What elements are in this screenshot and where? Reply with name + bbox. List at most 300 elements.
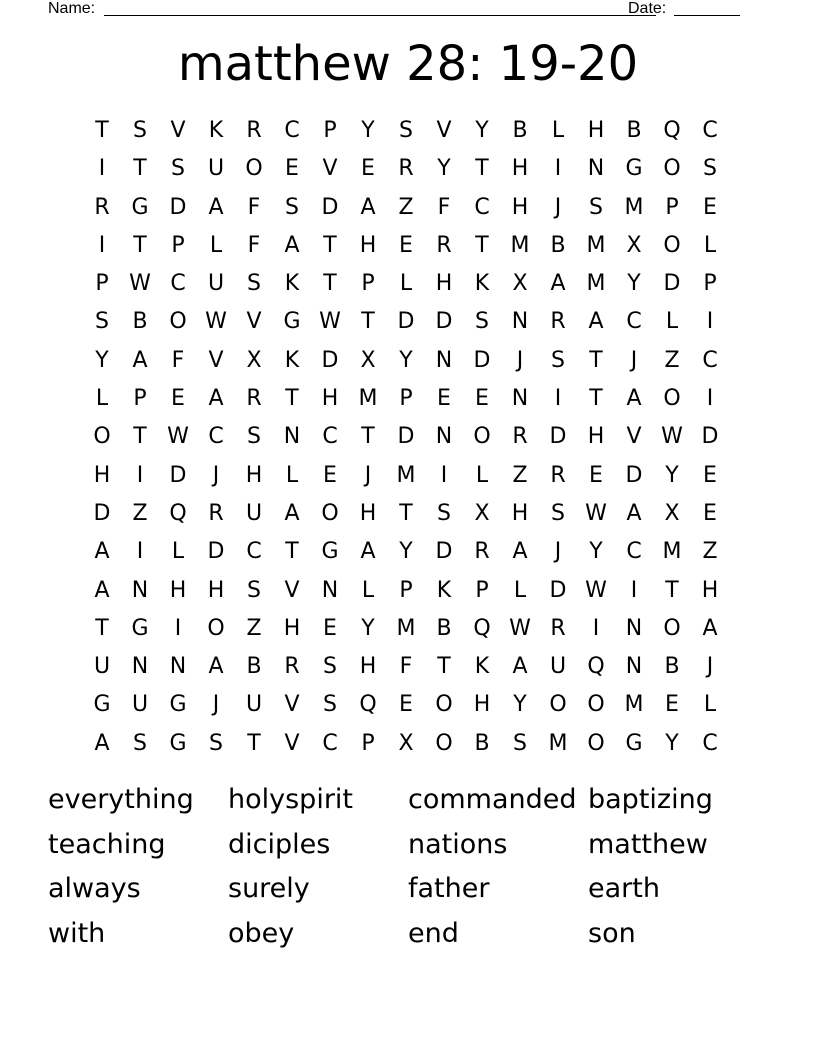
grid-cell: S [95,309,109,335]
grid-cell: C [246,539,262,565]
grid-cell: D [663,271,681,297]
grid-cell: D [701,424,719,450]
grid-cell: N [131,577,149,603]
word-bank-item: teaching [48,828,166,860]
grid-cell: Y [399,539,413,565]
grid-cell: I [554,386,562,412]
grid-cell: B [436,615,452,641]
grid-cell: O [435,692,453,718]
grid-cell: J [706,654,714,680]
grid-cell: Q [587,654,605,680]
grid-cell: O [473,424,491,450]
grid-cell: L [361,577,375,603]
grid-cell: N [283,424,301,450]
grid-cell: O [549,692,567,718]
grid-row [83,572,729,610]
grid-cell: E [665,692,679,718]
grid-cell: I [440,462,448,488]
grid-cell: M [624,194,644,220]
grid-cell: U [207,156,225,182]
grid-cell: M [396,615,416,641]
grid-cell: X [360,347,376,373]
grid-cell: B [626,118,642,143]
grid-cell: N [321,577,339,603]
grid-cell: W [319,309,341,335]
grid-cell: Y [665,462,679,488]
grid-cell: S [209,730,223,756]
grid-cell: N [435,347,453,373]
grid-cell: I [630,577,638,603]
grid-cell: D [473,347,491,373]
grid-cell: S [323,654,337,680]
grid-row [83,610,729,648]
grid-cell: T [665,577,679,603]
date-blank-line [674,15,740,16]
grid-cell: T [133,424,147,450]
grid-cell: F [247,194,261,220]
grid-cell: K [436,577,452,603]
grid-cell: N [625,654,643,680]
grid-cell: A [550,271,566,297]
word-bank-item: commanded [408,784,577,815]
grid-cell: A [626,386,642,412]
grid-cell: T [323,232,337,258]
word-bank-row [48,823,768,868]
grid-cell: V [626,424,642,450]
grid-cell: R [550,309,566,335]
grid-cell: T [475,156,489,182]
grid-cell: A [588,309,604,335]
grid-row [83,725,729,763]
grid-cell: L [513,577,527,603]
grid-cell: E [703,462,717,488]
word-bank-item: everything [48,784,194,815]
grid-cell: Q [359,692,377,718]
worksheet-header [48,0,748,20]
grid-cell: U [207,271,225,297]
grid-cell: G [625,156,643,182]
grid-cell: M [624,692,644,718]
grid-cell: M [662,539,682,565]
grid-cell: B [132,309,148,335]
grid-cell: D [625,462,643,488]
grid-cell: P [399,577,413,603]
grid-cell: Z [246,615,262,641]
word-bank-item: with [48,917,106,949]
grid-cell: Y [475,118,489,143]
grid-cell: H [435,271,453,297]
letter-grid [83,112,729,763]
grid-cell: U [93,654,111,680]
grid-cell: Y [399,347,413,373]
grid-cell: E [703,194,717,220]
grid-cell: I [706,309,714,335]
grid-cell: O [663,615,681,641]
grid-cell: O [663,232,681,258]
grid-cell: R [398,156,414,182]
word-bank-row [48,867,768,912]
grid-row [83,686,729,724]
word-bank-item: obey [228,917,295,949]
grid-cell: M [586,232,606,258]
grid-cell: O [245,156,263,182]
grid-cell: X [512,271,528,297]
grid-cell: P [399,386,413,412]
grid-cell: R [512,424,528,450]
grid-cell: R [474,539,490,565]
grid-cell: L [209,232,223,258]
grid-cell: P [361,271,375,297]
grid-cell: I [174,615,182,641]
grid-cell: D [397,309,415,335]
grid-row [83,189,729,227]
grid-cell: G [131,194,149,220]
grid-cell: E [437,386,451,412]
grid-cell: M [358,386,378,412]
grid-cell: Y [665,730,679,756]
grid-cell: F [437,194,451,220]
grid-cell: H [511,500,529,526]
grid-cell: K [208,118,224,143]
grid-cell: P [665,194,679,220]
grid-cell: A [94,730,110,756]
grid-cell: A [94,577,110,603]
grid-cell: X [474,500,490,526]
grid-cell: Z [664,347,680,373]
grid-cell: C [208,424,224,450]
grid-cell: L [285,462,299,488]
grid-cell: D [169,194,187,220]
grid-cell: P [361,730,375,756]
grid-cell: A [208,194,224,220]
word-bank-item: father [408,873,490,904]
grid-cell: P [95,271,109,297]
grid-cell: T [95,118,109,143]
word-bank-row [48,912,768,957]
grid-cell: X [664,500,680,526]
grid-cell: V [246,309,262,335]
grid-row [83,533,729,571]
grid-cell: I [706,386,714,412]
grid-cell: T [361,424,375,450]
grid-cell: H [169,577,187,603]
grid-cell: Y [95,347,109,373]
grid-cell: E [399,692,413,718]
grid-cell: D [549,577,567,603]
grid-cell: C [702,118,718,143]
grid-cell: S [437,500,451,526]
grid-cell: P [703,271,717,297]
grid-cell: E [323,615,337,641]
name-label: Name: [48,0,96,17]
grid-cell: U [245,500,263,526]
grid-cell: L [399,271,413,297]
grid-cell: C [474,194,490,220]
word-bank-row [48,778,768,823]
grid-cell: Z [398,194,414,220]
word-bank-item: diciples [228,828,331,860]
word-bank-item: earth [588,873,660,904]
grid-cell: O [663,386,681,412]
grid-cell: T [133,232,147,258]
grid-cell: E [285,156,299,182]
grid-row [83,457,729,495]
grid-cell: M [396,462,416,488]
grid-cell: T [589,386,603,412]
grid-cell: V [170,118,186,143]
grid-cell: O [663,156,681,182]
grid-cell: T [437,654,451,680]
grid-cell: W [129,271,151,297]
grid-cell: V [284,577,300,603]
grid-cell: S [323,692,337,718]
grid-cell: J [554,539,562,565]
word-bank-item: surely [228,873,310,904]
grid-cell: A [284,232,300,258]
word-bank-item: son [588,917,636,949]
grid-cell: D [397,424,415,450]
grid-cell: J [516,347,524,373]
grid-cell: N [131,654,149,680]
grid-cell: U [245,692,263,718]
grid-cell: T [475,232,489,258]
grid-cell: C [284,118,300,143]
grid-cell: K [474,271,490,297]
grid-cell: A [284,500,300,526]
grid-cell: Z [702,539,718,565]
grid-cell: H [93,462,111,488]
word-bank-item: end [408,917,459,949]
word-bank-item: holyspirit [228,784,354,815]
grid-cell: W [509,615,531,641]
grid-cell: P [323,118,337,143]
grid-cell: I [136,539,144,565]
grid-cell: L [95,386,109,412]
grid-cell: F [171,347,185,373]
word-bank-item: baptizing [588,784,713,815]
grid-cell: O [207,615,225,641]
grid-cell: R [246,118,262,143]
grid-cell: H [321,386,339,412]
grid-cell: E [589,462,603,488]
grid-cell: C [626,309,642,335]
grid-cell: S [285,194,299,220]
grid-cell: A [512,654,528,680]
grid-cell: H [359,654,377,680]
grid-cell: G [169,692,187,718]
grid-cell: I [98,156,106,182]
grid-cell: H [207,577,225,603]
grid-row [83,495,729,533]
grid-cell: A [94,539,110,565]
grid-cell: T [247,730,261,756]
grid-cell: H [473,692,491,718]
grid-row [83,150,729,188]
grid-cell: M [510,232,530,258]
grid-cell: H [511,156,529,182]
grid-cell: T [323,271,337,297]
grid-cell: A [702,615,718,641]
grid-cell: K [284,271,300,297]
grid-cell: X [626,232,642,258]
grid-cell: U [131,692,149,718]
grid-cell: R [550,462,566,488]
grid-cell: I [98,232,106,258]
grid-cell: F [399,654,413,680]
grid-cell: F [247,232,261,258]
grid-cell: Q [663,118,681,143]
grid-cell: I [592,615,600,641]
word-bank-item: matthew [588,828,708,860]
grid-cell: Z [512,462,528,488]
grid-cell: S [247,271,261,297]
grid-cell: G [625,730,643,756]
grid-cell: L [551,118,565,143]
grid-cell: H [511,194,529,220]
grid-cell: O [587,692,605,718]
grid-cell: G [321,539,339,565]
grid-cell: L [171,539,185,565]
grid-cell: Y [589,539,603,565]
grid-cell: B [550,232,566,258]
grid-cell: D [321,347,339,373]
grid-cell: A [360,194,376,220]
grid-cell: R [208,500,224,526]
grid-cell: N [587,156,605,182]
grid-cell: J [554,194,562,220]
grid-cell: D [321,194,339,220]
grid-cell: D [435,309,453,335]
grid-cell: C [702,347,718,373]
grid-cell: C [626,539,642,565]
grid-cell: D [169,462,187,488]
grid-cell: R [436,232,452,258]
grid-cell: S [247,577,261,603]
grid-cell: S [551,500,565,526]
grid-cell: W [167,424,189,450]
grid-cell: O [93,424,111,450]
grid-cell: B [474,730,490,756]
grid-cell: O [169,309,187,335]
grid-cell: P [133,386,147,412]
grid-cell: M [548,730,568,756]
grid-cell: C [170,271,186,297]
grid-cell: G [93,692,111,718]
grid-row [83,380,729,418]
grid-cell: H [359,500,377,526]
grid-cell: W [585,500,607,526]
grid-cell: Z [132,500,148,526]
grid-cell: G [131,615,149,641]
grid-cell: T [361,309,375,335]
grid-cell: T [95,615,109,641]
grid-cell: S [551,347,565,373]
grid-cell: Y [361,118,375,143]
grid-cell: A [626,500,642,526]
grid-cell: S [513,730,527,756]
grid-cell: C [322,424,338,450]
grid-cell: V [284,730,300,756]
grid-cell: J [212,692,220,718]
grid-cell: T [285,539,299,565]
grid-row [83,418,729,456]
grid-cell: S [399,118,413,143]
grid-cell: H [587,118,605,143]
grid-row [83,112,729,150]
word-bank [48,778,768,956]
grid-cell: G [169,730,187,756]
grid-row [83,227,729,265]
grid-cell: S [171,156,185,182]
grid-cell: H [587,424,605,450]
grid-cell: Y [627,271,641,297]
grid-cell: Y [361,615,375,641]
grid-cell: K [284,347,300,373]
name-blank-line [104,15,656,16]
grid-cell: S [475,309,489,335]
grid-cell: V [322,156,338,182]
page-title: matthew 28: 19-20 [177,36,639,92]
grid-cell: J [630,347,638,373]
grid-row [83,342,729,380]
grid-cell: P [171,232,185,258]
grid-cell: N [435,424,453,450]
grid-cell: P [475,577,489,603]
grid-cell: S [247,424,261,450]
grid-cell: I [136,462,144,488]
grid-cell: T [399,500,413,526]
grid-cell: S [703,156,717,182]
grid-cell: H [701,577,719,603]
grid-cell: N [511,309,529,335]
grid-cell: O [321,500,339,526]
grid-cell: E [703,500,717,526]
grid-cell: A [208,386,224,412]
grid-cell: D [207,539,225,565]
grid-cell: K [474,654,490,680]
grid-cell: L [665,309,679,335]
grid-cell: Y [437,156,451,182]
grid-cell: E [361,156,375,182]
grid-cell: E [171,386,185,412]
grid-cell: G [283,309,301,335]
grid-cell: E [475,386,489,412]
grid-cell: Q [473,615,491,641]
grid-cell: C [702,730,718,756]
grid-cell: W [205,309,227,335]
grid-row [83,265,729,303]
grid-cell: N [625,615,643,641]
date-label: Date: [628,0,667,17]
grid-cell: A [132,347,148,373]
grid-cell: V [284,692,300,718]
grid-cell: O [587,730,605,756]
grid-cell: R [246,386,262,412]
grid-cell: L [703,232,717,258]
grid-cell: L [475,462,489,488]
grid-cell: U [549,654,567,680]
grid-cell: B [664,654,680,680]
grid-cell: S [589,194,603,220]
grid-cell: T [133,156,147,182]
grid-cell: H [283,615,301,641]
grid-cell: I [554,156,562,182]
grid-cell: H [245,462,263,488]
grid-cell: A [360,539,376,565]
grid-cell: O [435,730,453,756]
grid-cell: M [586,271,606,297]
word-bank-item: always [48,873,141,904]
